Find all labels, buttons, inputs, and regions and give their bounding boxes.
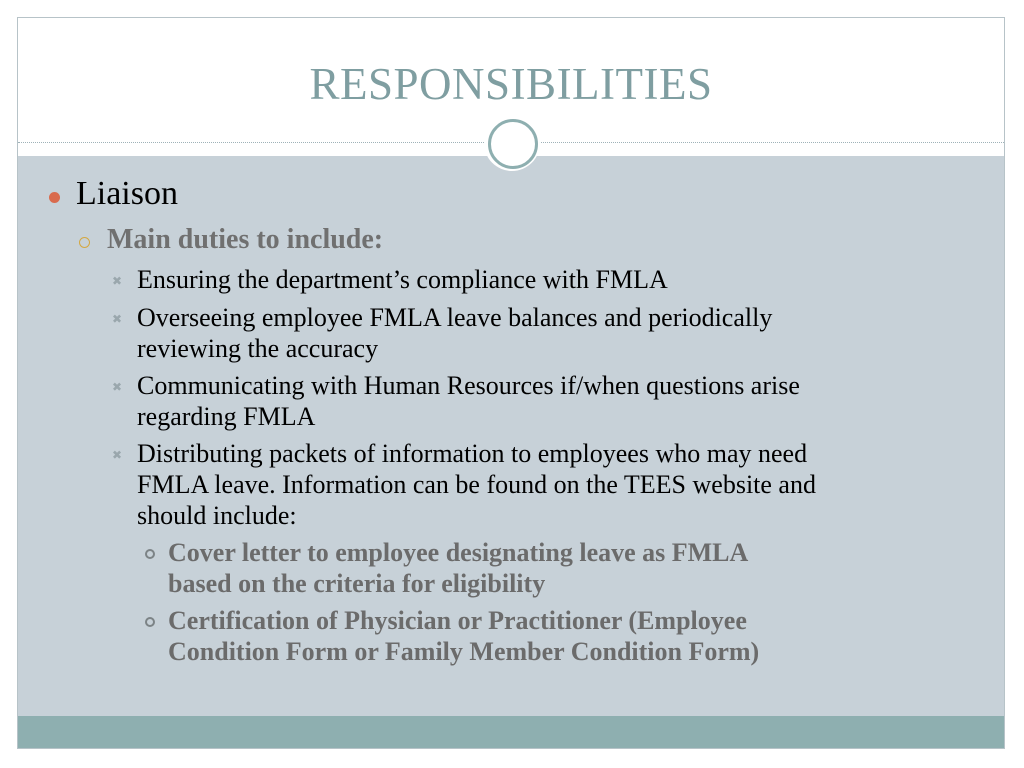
- bullet-x-icon: ✖: [112, 274, 123, 288]
- item-line: Ensuring the department’s compliance with FMLA: [137, 265, 668, 294]
- level1-item-liaison: Liaison: [76, 175, 178, 212]
- item-line: Cover letter to employee designating leave as FMLA: [168, 538, 749, 567]
- level3-item-overseeing: [137, 302, 977, 364]
- divider-circle-ornament: [488, 119, 538, 169]
- level3-item-compliance: [137, 264, 977, 295]
- bullet-x-icon: ✖: [112, 312, 123, 326]
- item-line: Certification of Physician or Practitioner (Employee: [168, 606, 747, 635]
- level3-item-communicating: [137, 370, 977, 432]
- bullet-circle-icon: [145, 549, 155, 559]
- level4-item-certification: [168, 605, 968, 667]
- item-line: Communicating with Human Resources if/when questions arise: [137, 371, 800, 400]
- slide-title: RESPONSIBILITIES: [309, 59, 713, 109]
- bullet-ring-icon: [79, 237, 90, 248]
- item-line: FMLA leave. Information can be found on the TEES website and: [137, 470, 816, 499]
- item-line: based on the criteria for eligibility: [168, 569, 546, 598]
- level4-item-cover-letter: [168, 537, 968, 599]
- item-line: Distributing packets of information to employees who may need: [137, 439, 808, 468]
- item-line: Condition Form or Family Member Condition Form): [168, 637, 760, 666]
- level2-item-main-duties: Main duties to include:: [107, 224, 384, 255]
- item-line: reviewing the accuracy: [137, 334, 379, 363]
- item-line: Overseeing employee FMLA leave balances and periodically: [137, 303, 773, 332]
- level3-item-distributing: [137, 438, 977, 531]
- bullet-x-icon: ✖: [112, 448, 123, 462]
- bullet-circle-icon: [145, 617, 155, 627]
- bullet-dot-icon: [49, 192, 60, 203]
- bullet-x-icon: ✖: [112, 380, 123, 394]
- item-line: should include:: [137, 501, 297, 530]
- item-line: regarding FMLA: [137, 402, 316, 431]
- footer-bar: [18, 716, 1004, 749]
